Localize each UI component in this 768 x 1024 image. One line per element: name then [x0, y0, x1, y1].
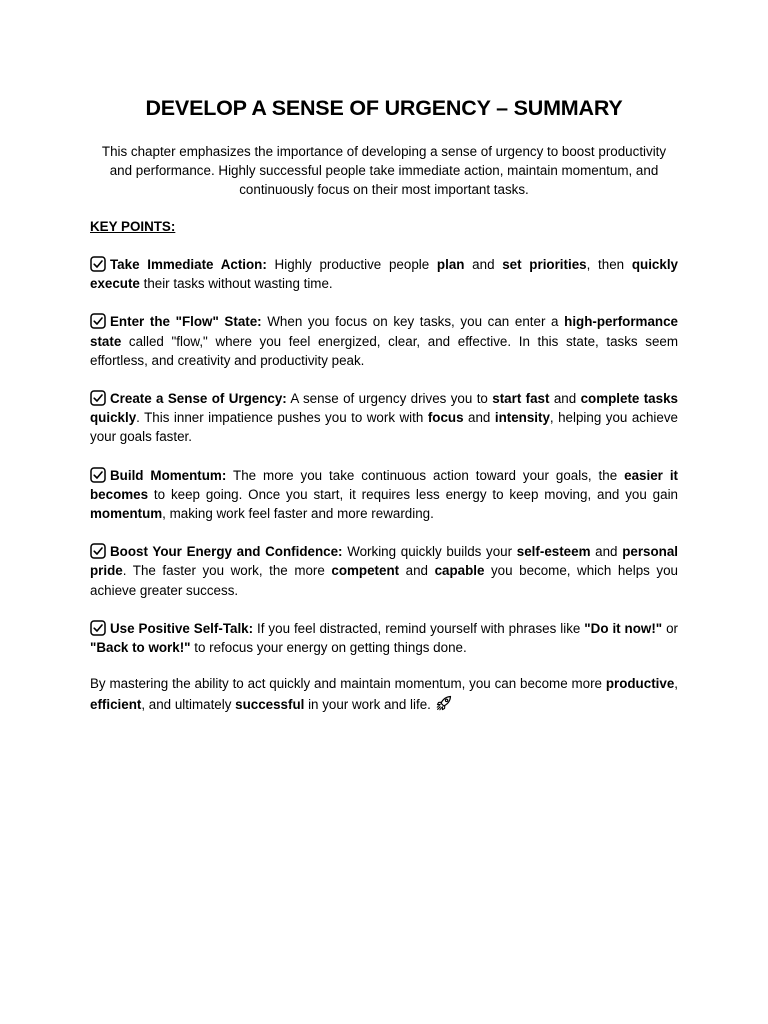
- key-point-emphasis: plan: [436, 257, 465, 272]
- key-point-text: If you feel distracted, remind yourself with phrases like: [253, 620, 585, 636]
- checkbox-icon: [90, 313, 106, 329]
- key-point-heading: Create a Sense of Urgency:: [110, 391, 287, 407]
- checkbox-icon: [90, 256, 106, 272]
- key-point-heading: Use Positive Self-Talk:: [110, 620, 254, 636]
- conclusion-paragraph: [90, 674, 678, 715]
- key-point: [90, 255, 678, 293]
- key-points-heading: KEY POINTS:: [90, 219, 176, 234]
- key-point-text: and: [463, 410, 495, 426]
- key-point-text: , making work feel faster and more rewarding.: [162, 506, 434, 522]
- key-point-heading: Boost Your Energy and Confidence:: [110, 544, 343, 560]
- key-point: [90, 389, 678, 447]
- key-point-text: , then: [586, 257, 632, 272]
- key-point-text: and: [590, 544, 623, 560]
- key-point-text: to keep going. Once you start, it requires less energy to keep moving, and you gain: [148, 486, 678, 502]
- key-point-emphasis: quickly execute: [90, 257, 678, 292]
- checkbox-icon: [90, 390, 106, 406]
- document-page: [90, 92, 678, 715]
- conclusion-emphasis: efficient: [90, 697, 142, 713]
- key-point-text: and: [399, 563, 435, 579]
- conclusion-text: By mastering the ability to act quickly and maintain momentum, you can become more: [90, 676, 606, 692]
- checkbox-icon: [90, 467, 106, 483]
- key-point-text: . This inner impatience pushes you to work with: [136, 410, 428, 426]
- key-point-text: When you focus on key tasks, you can enter a: [261, 314, 565, 330]
- key-point-emphasis: complete tasks quickly: [90, 391, 678, 426]
- key-point-text: Working quickly builds your: [342, 544, 517, 560]
- key-point-text: A sense of urgency drives you to: [286, 391, 493, 407]
- key-point-text: called "flow," where you feel energized, clear, and effective. In this state, tasks seem effortless, and creativity and productivity peak.: [90, 333, 678, 368]
- key-point: [90, 466, 678, 524]
- key-point-heading: Enter the "Flow" State:: [110, 314, 262, 330]
- key-point-text: to refocus your energy on getting things done.: [190, 640, 467, 656]
- conclusion-emphasis: successful: [235, 697, 305, 713]
- key-point-emphasis: self-esteem: [516, 544, 591, 560]
- key-point-heading: Build Momentum:: [110, 467, 227, 483]
- checkbox-icon: [90, 620, 106, 636]
- key-point-text: you become, which helps you achieve greater success.: [90, 563, 678, 598]
- key-point-emphasis: "Back to work!": [90, 640, 191, 656]
- key-point-emphasis: set priorities: [502, 257, 587, 272]
- conclusion-emphasis: productive: [605, 676, 675, 692]
- intro-paragraph: This chapter emphasizes the importance of developing a sense of urgency to boost productivity and performance. Highly successful people take immediate action, maintain momentum, and continuously focus on their most important tasks.: [101, 144, 667, 197]
- key-point-text: . The faster you work, the more: [122, 563, 332, 579]
- key-point: [90, 542, 678, 600]
- key-point-emphasis: capable: [434, 563, 485, 579]
- page-title: DEVELOP A SENSE OF URGENCY – SUMMARY: [145, 96, 623, 120]
- rocket-icon: [435, 694, 453, 712]
- key-point-text: Highly productive people: [266, 257, 437, 272]
- key-point-emphasis: "Do it now!": [584, 620, 663, 636]
- key-point-text: their tasks without wasting time.: [139, 276, 333, 292]
- key-point-emphasis: personal pride: [90, 544, 679, 579]
- key-point-text: , helping you achieve your goals faster.: [90, 410, 678, 445]
- conclusion-text: ,: [674, 676, 678, 692]
- key-point-emphasis: momentum: [90, 506, 163, 522]
- key-point-emphasis: easier it becomes: [90, 467, 678, 502]
- key-point-text: and: [549, 391, 581, 407]
- key-point-emphasis: intensity: [494, 410, 550, 426]
- key-point: [90, 619, 678, 657]
- key-point-emphasis: start fast: [492, 391, 550, 407]
- key-point-emphasis: competent: [331, 563, 400, 579]
- key-point-heading: Take Immediate Action:: [110, 257, 267, 272]
- key-point-text: or: [662, 620, 679, 636]
- key-point-emphasis: high-performance state: [90, 314, 678, 349]
- conclusion-text: in your work and life.: [304, 697, 431, 713]
- key-point: [90, 312, 678, 370]
- key-point-emphasis: focus: [427, 410, 464, 426]
- key-point-text: The more you take continuous action toward your goals, the: [226, 467, 625, 483]
- checkbox-icon: [90, 543, 106, 559]
- conclusion-text: , and ultimately: [141, 697, 236, 713]
- key-point-text: and: [464, 257, 503, 272]
